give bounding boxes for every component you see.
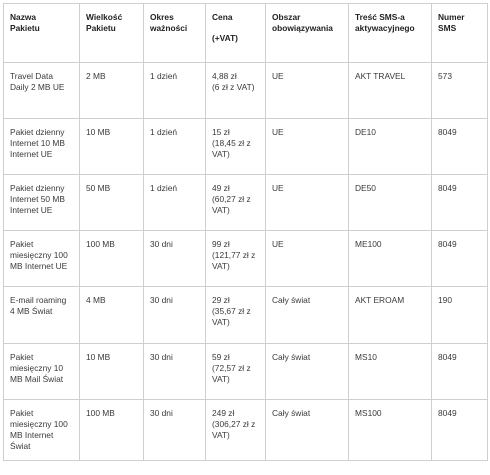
- header-package-name: Nazwa Pakietu: [4, 4, 80, 63]
- cell-package-name: Pakiet dzienny Internet 10 MB Internet UE: [4, 119, 80, 175]
- cell-sms-number: 190: [432, 287, 488, 344]
- cell-price: 15 zł (18,45 zł z VAT): [206, 119, 266, 175]
- cell-sms-content: ME100: [349, 231, 432, 287]
- cell-validity: 30 dni: [144, 400, 206, 461]
- header-validity: Okres ważności: [144, 4, 206, 63]
- cell-validity: 30 dni: [144, 344, 206, 400]
- cell-sms-number: 8049: [432, 175, 488, 231]
- cell-validity: 30 dni: [144, 231, 206, 287]
- cell-package-name: Pakiet dzienny Internet 50 MB Internet UE: [4, 175, 80, 231]
- cell-validity: 30 dni: [144, 287, 206, 344]
- cell-area: UE: [266, 119, 349, 175]
- cell-sms-number: 8049: [432, 231, 488, 287]
- table-row: [4, 175, 488, 231]
- cell-package-size: 100 MB: [80, 231, 144, 287]
- cell-area: Cały świat: [266, 400, 349, 461]
- cell-package-size: 10 MB: [80, 344, 144, 400]
- cell-price: 99 zł (121,77 zł z VAT): [206, 231, 266, 287]
- cell-package-size: 2 MB: [80, 63, 144, 119]
- cell-sms-number: 8049: [432, 344, 488, 400]
- table-row: [4, 63, 488, 119]
- cell-sms-content: MS10: [349, 344, 432, 400]
- cell-price: 29 zł (35,67 zł z VAT): [206, 287, 266, 344]
- cell-package-size: 4 MB: [80, 287, 144, 344]
- table-row: [4, 231, 488, 287]
- cell-validity: 1 dzień: [144, 119, 206, 175]
- cell-package-name: E-mail roaming 4 MB Świat: [4, 287, 80, 344]
- cell-package-name: Travel Data Daily 2 MB UE: [4, 63, 80, 119]
- cell-sms-content: AKT TRAVEL: [349, 63, 432, 119]
- cell-price: 49 zł (60,27 zł z VAT): [206, 175, 266, 231]
- cell-package-size: 10 MB: [80, 119, 144, 175]
- header-package-size: Wielkość Pakietu: [80, 4, 144, 63]
- cell-price: 249 zł (306,27 zł z VAT): [206, 400, 266, 461]
- table-row: [4, 344, 488, 400]
- cell-area: UE: [266, 231, 349, 287]
- package-table: [3, 3, 488, 461]
- header-area: Obszar obowiązywania: [266, 4, 349, 63]
- header-row: [4, 4, 488, 63]
- cell-package-size: 50 MB: [80, 175, 144, 231]
- cell-sms-content: MS100: [349, 400, 432, 461]
- cell-area: Cały świat: [266, 287, 349, 344]
- cell-validity: 1 dzień: [144, 175, 206, 231]
- cell-area: Cały świat: [266, 344, 349, 400]
- cell-package-name: Pakiet miesięczny 10 MB Mail Świat: [4, 344, 80, 400]
- header-price: [206, 4, 266, 63]
- cell-price: 59 zł (72,57 zł z VAT): [206, 344, 266, 400]
- cell-package-size: 100 MB: [80, 400, 144, 461]
- cell-sms-content: AKT EROAM: [349, 287, 432, 344]
- table-header: [4, 4, 488, 63]
- table-row: [4, 119, 488, 175]
- cell-sms-number: 8049: [432, 119, 488, 175]
- cell-package-name: Pakiet miesięczny 100 MB Internet Świat: [4, 400, 80, 461]
- cell-sms-number: 8049: [432, 400, 488, 461]
- header-price-label: Cena: [212, 12, 233, 22]
- header-sms-content: Treść SMS-a aktywacyjnego: [349, 4, 432, 63]
- cell-area: UE: [266, 63, 349, 119]
- cell-package-name: Pakiet miesięczny 100 MB Internet UE: [4, 231, 80, 287]
- table-body: [4, 63, 488, 461]
- cell-sms-number: 573: [432, 63, 488, 119]
- cell-price: 4,88 zł (6 zł z VAT): [206, 63, 266, 119]
- cell-validity: 1 dzień: [144, 63, 206, 119]
- table-row: [4, 287, 488, 344]
- header-sms-number: Numer SMS: [432, 4, 488, 63]
- header-price-vat-note: (+VAT): [212, 32, 238, 43]
- cell-sms-content: DE50: [349, 175, 432, 231]
- cell-area: UE: [266, 175, 349, 231]
- table-row: [4, 400, 488, 461]
- cell-sms-content: DE10: [349, 119, 432, 175]
